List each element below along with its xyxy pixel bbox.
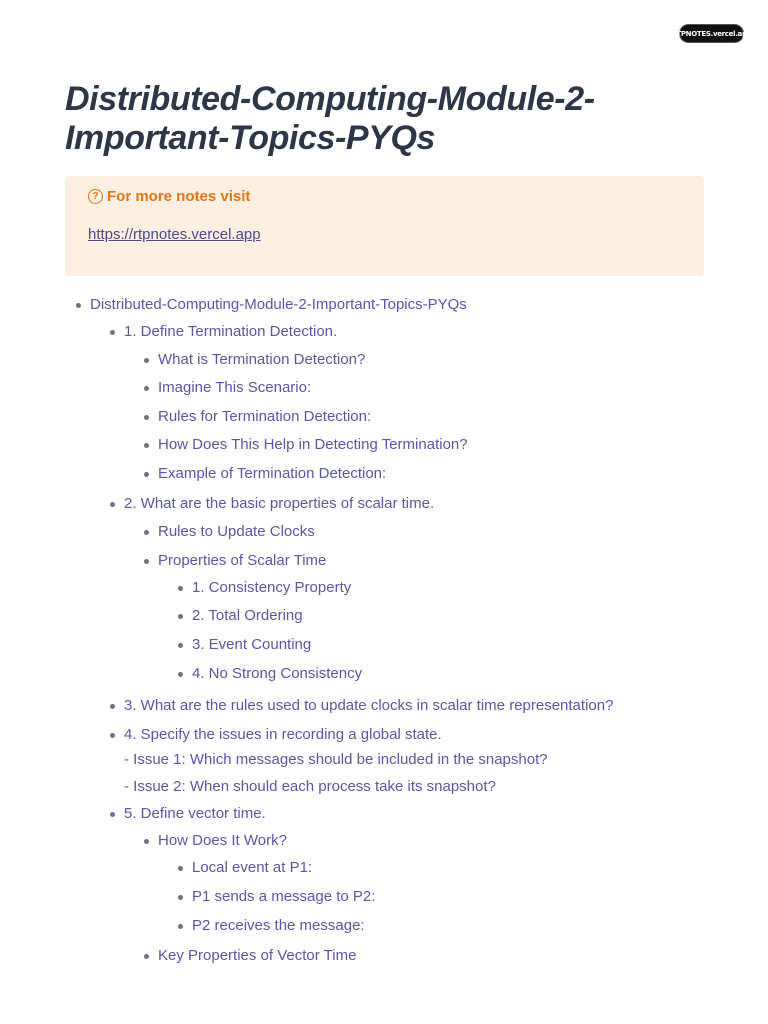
toc-item-4-issue-1[interactable]: - Issue 1: Which messages should be included in the snapshot?	[124, 751, 548, 768]
notes-callout	[65, 176, 704, 276]
site-badge[interactable]	[671, 25, 752, 42]
toc-item-1-1[interactable]: What is Termination Detection?	[158, 351, 366, 368]
notes-site-link[interactable]: https://rtpnotes.vercel.app	[88, 226, 261, 243]
toc-item-2-2-3[interactable]: 3. Event Counting	[192, 636, 312, 653]
page-title: Distributed-Computing-Module-2-Important-Topics-PYQs	[65, 80, 595, 157]
toc-item-2-2[interactable]: Properties of Scalar Time	[158, 552, 327, 569]
toc-item-5-1[interactable]: How Does It Work?	[158, 832, 287, 849]
toc-item-5-2[interactable]: Key Properties of Vector Time	[158, 947, 357, 964]
question-circle-icon: ?	[88, 189, 103, 204]
toc-item-1-2[interactable]: Imagine This Scenario:	[158, 379, 312, 396]
toc-item-5-1-3[interactable]: P2 receives the message:	[192, 917, 365, 934]
toc-item-3[interactable]: 3. What are the rules used to update clocks in scalar time representation?	[124, 697, 614, 714]
toc-item-2-1[interactable]: Rules to Update Clocks	[158, 523, 315, 540]
toc-item-1-3[interactable]: Rules for Termination Detection:	[158, 408, 372, 425]
toc-item-2-2-4[interactable]: 4. No Strong Consistency	[192, 665, 363, 682]
site-badge-text: RTPNOTES.vercel.app	[671, 29, 752, 38]
toc-item-2[interactable]: 2. What are the basic properties of scalar time.	[124, 495, 435, 512]
callout-heading-row	[88, 188, 250, 205]
toc-item-5-1-1[interactable]: Local event at P1:	[192, 859, 313, 876]
callout-heading: For more notes visit	[107, 188, 251, 205]
toc-item-4[interactable]: 4. Specify the issues in recording a global state.	[124, 726, 442, 743]
toc-item-1-5[interactable]: Example of Termination Detection:	[158, 465, 387, 482]
toc-item-root[interactable]: Distributed-Computing-Module-2-Important-Topics-PYQs	[90, 296, 467, 313]
toc-item-2-2-1[interactable]: 1. Consistency Property	[192, 579, 352, 596]
toc-item-1-4[interactable]: How Does This Help in Detecting Termination?	[158, 436, 468, 453]
toc-item-5[interactable]: 5. Define vector time.	[124, 805, 266, 822]
toc-item-4-issue-2[interactable]: - Issue 2: When should each process take its snapshot?	[124, 778, 496, 795]
toc-item-1[interactable]: 1. Define Termination Detection.	[124, 323, 338, 340]
toc-item-2-2-2[interactable]: 2. Total Ordering	[192, 607, 303, 624]
toc-item-5-1-2[interactable]: P1 sends a message to P2:	[192, 888, 376, 905]
